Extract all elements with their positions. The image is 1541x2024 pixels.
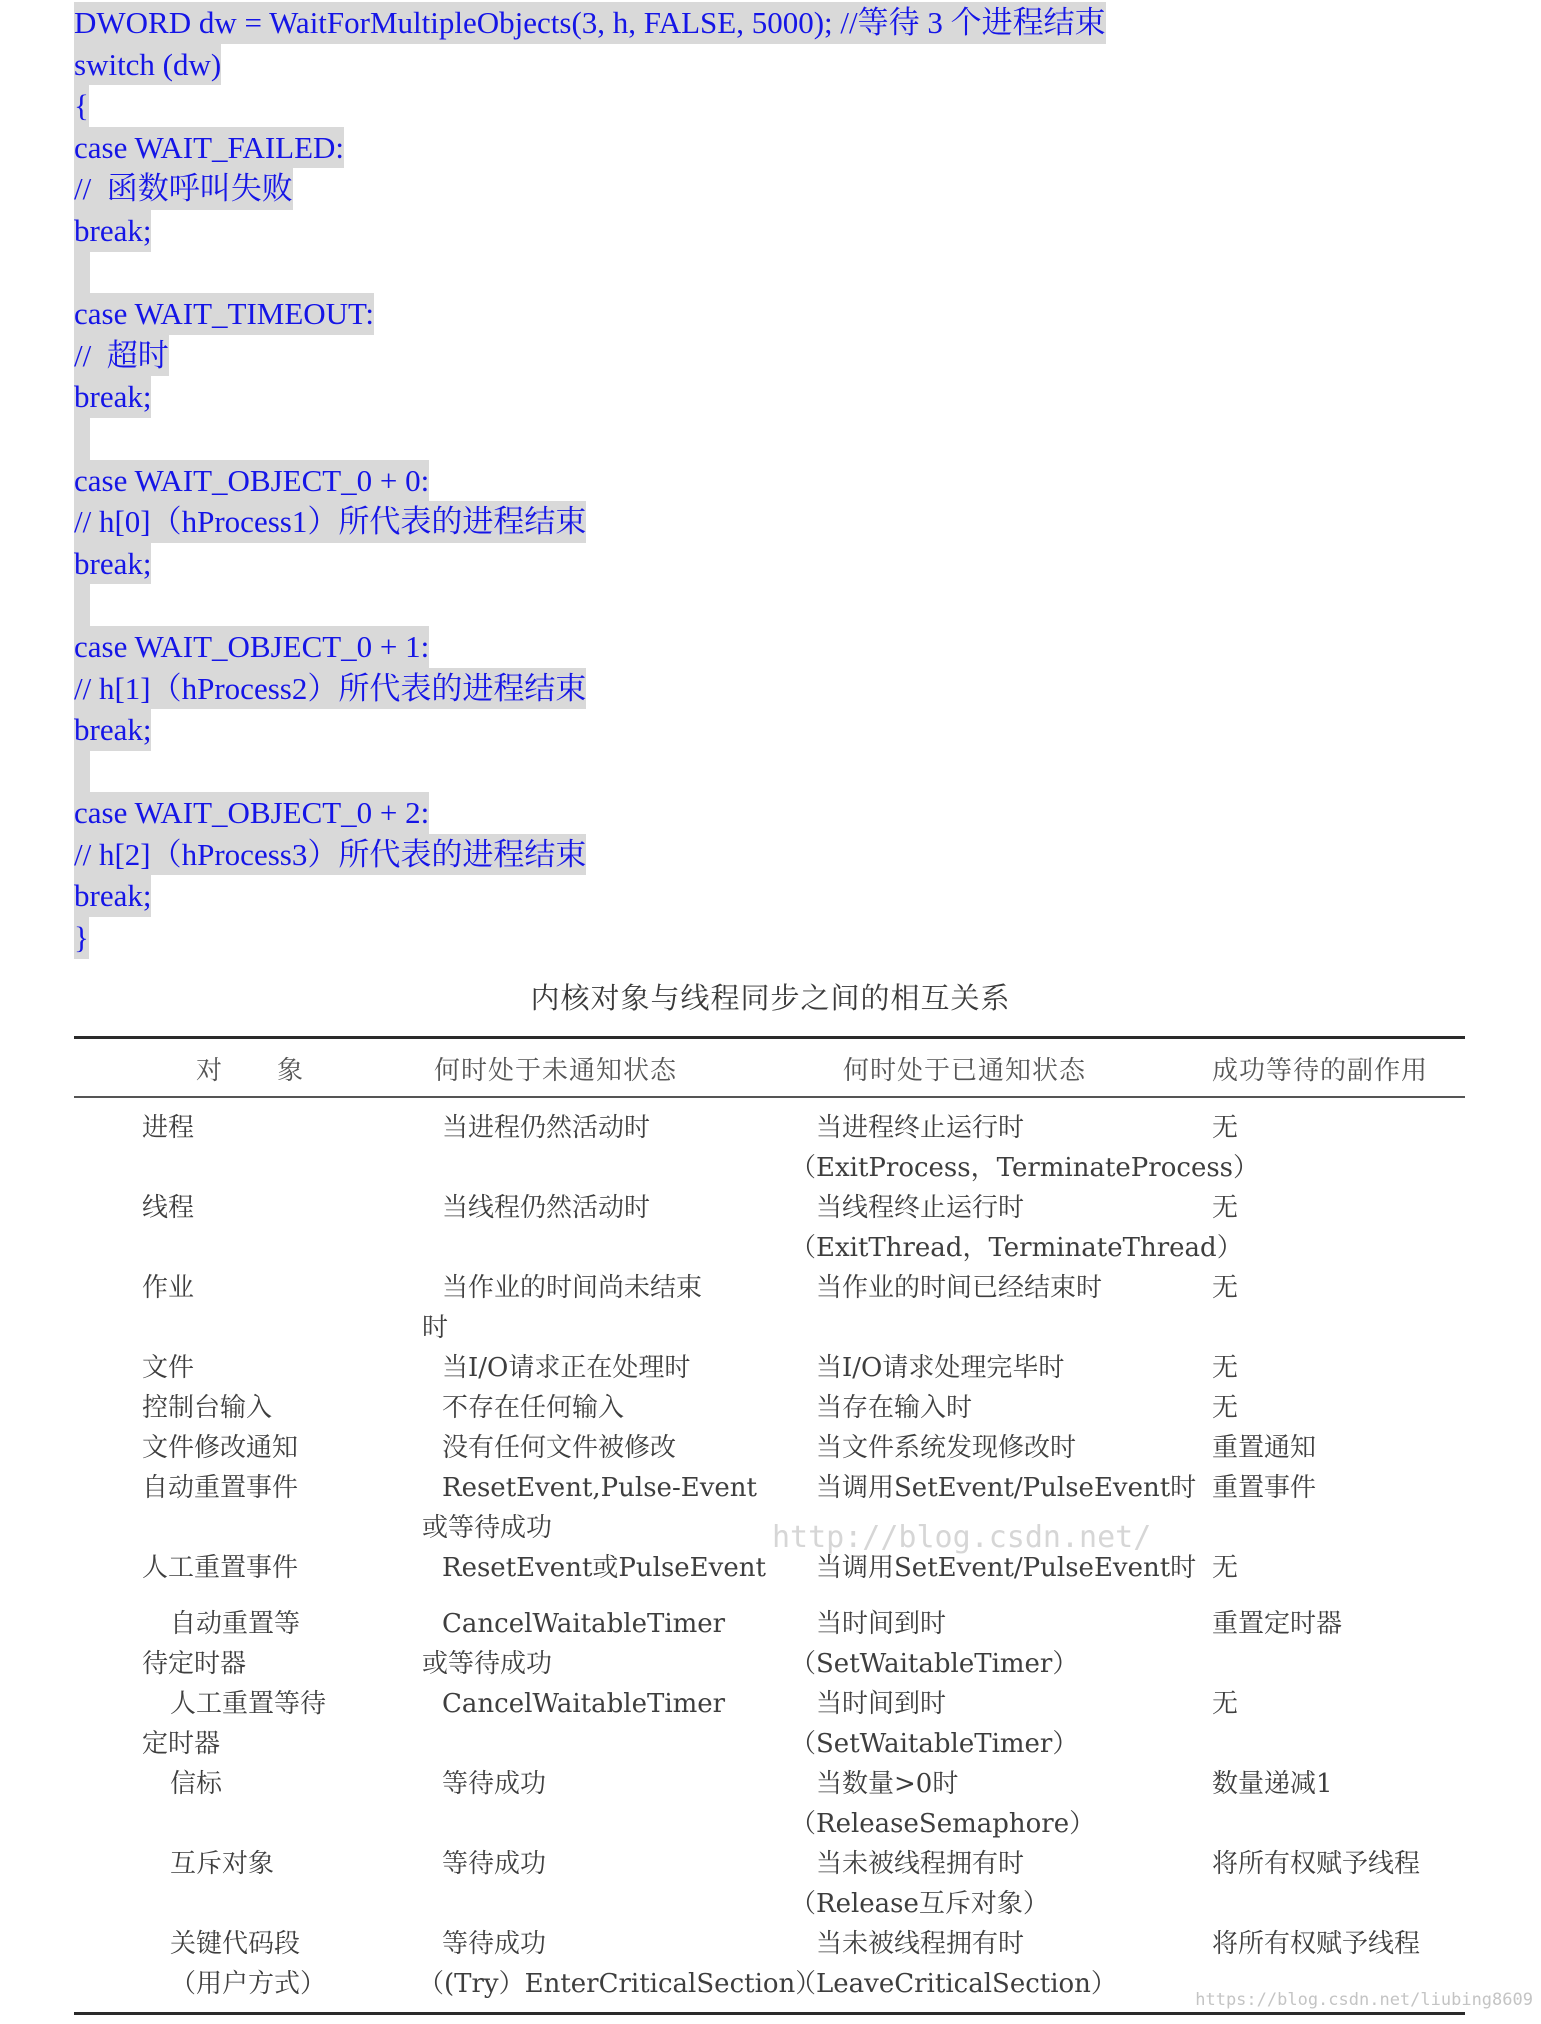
cell-side-effect: 重置通知	[1212, 1433, 1317, 1463]
code-line-text: break;	[74, 875, 151, 917]
code-line-text: break;	[74, 376, 151, 418]
code-line-blank	[74, 584, 1106, 626]
code-line-text: case WAIT_OBJECT_0 + 0:	[74, 460, 429, 502]
code-line-text: // h[0]（hProcess1）所代表的进程结束	[74, 501, 586, 543]
cell-object: 文件	[142, 1353, 195, 1383]
cell-signaled: 当进程终止运行时	[816, 1113, 1025, 1143]
cell-side-effect: 重置事件	[1212, 1473, 1317, 1503]
cell-signaled: 当存在输入时	[816, 1393, 973, 1423]
cell-signaled: 当调用SetEvent/PulseEvent时	[816, 1473, 1197, 1503]
code-line	[74, 626, 1106, 668]
cell-signaled: 当未被线程拥有时	[816, 1849, 1025, 1879]
code-line	[74, 210, 1106, 252]
corner-watermark: https://blog.csdn.net/liubing8609	[1195, 1990, 1533, 2010]
cell-unsignaled: ResetEvent或PulseEvent	[442, 1553, 766, 1583]
cell-signaled: 当文件系统发现修改时	[816, 1433, 1077, 1463]
code-line	[74, 668, 1106, 710]
cell-signaled: （SetWaitableTimer）	[790, 1729, 1079, 1759]
code-line-text: }	[74, 917, 89, 959]
code-line-text: // h[1]（hProcess2）所代表的进程结束	[74, 668, 586, 710]
cell-object: 自动重置事件	[142, 1473, 299, 1503]
cell-signaled: 当I/O请求处理完毕时	[816, 1353, 1065, 1383]
cell-signaled: （SetWaitableTimer）	[790, 1649, 1079, 1679]
code-line-text	[74, 252, 90, 294]
code-line	[74, 293, 1106, 335]
cell-object: 控制台输入	[142, 1393, 273, 1423]
cell-side-effect: 无	[1212, 1193, 1239, 1223]
cell-unsignaled: 时	[422, 1313, 449, 1343]
code-line-blank	[74, 252, 1106, 294]
code-line-blank	[74, 418, 1106, 460]
cell-side-effect: 无	[1212, 1393, 1239, 1423]
code-line-blank	[74, 751, 1106, 793]
cell-unsignaled: 没有任何文件被修改	[442, 1433, 677, 1463]
code-line-text: break;	[74, 543, 151, 585]
code-line-text: DWORD dw = WaitForMultipleObjects(3, h, FALSE, 5000); //等待 3 个进程结束	[74, 2, 1106, 44]
cell-unsignaled: 当I/O请求正在处理时	[442, 1353, 691, 1383]
code-line-text	[74, 418, 90, 460]
code-line-text: break;	[74, 210, 151, 252]
code-line	[74, 335, 1106, 377]
cell-signaled: 当未被线程拥有时	[816, 1929, 1025, 1959]
cell-signaled: 当作业的时间已经结束时	[816, 1273, 1103, 1303]
cell-unsignaled: 等待成功	[442, 1929, 547, 1959]
code-line-text: // 函数呼叫失败	[74, 168, 293, 210]
cell-unsignaled: 等待成功	[442, 1769, 547, 1799]
cell-signaled: （ExitProcess，TerminateProcess）	[790, 1153, 1260, 1183]
cell-object: 人工重置事件	[142, 1553, 299, 1583]
code-line-text: switch (dw)	[74, 44, 221, 86]
cell-unsignaled: 当作业的时间尚未结束	[442, 1273, 703, 1303]
cell-signaled: 当时间到时	[816, 1689, 947, 1719]
code-line	[74, 875, 1106, 917]
code-line	[74, 834, 1106, 876]
cell-object: 定时器	[142, 1729, 221, 1759]
cell-unsignaled: 不存在任何输入	[442, 1393, 625, 1423]
cell-object: 互斥对象	[170, 1849, 275, 1879]
cell-side-effect: 数量递减1	[1212, 1769, 1333, 1799]
cell-object: 信标	[170, 1769, 223, 1799]
code-line	[74, 543, 1106, 585]
code-line-text: case WAIT_TIMEOUT:	[74, 293, 374, 335]
cell-unsignaled: 或等待成功	[422, 1513, 553, 1543]
cell-signaled: 当时间到时	[816, 1609, 947, 1639]
cell-unsignaled: 等待成功	[442, 1849, 547, 1879]
code-line	[74, 168, 1106, 210]
cell-side-effect: 将所有权赋予线程	[1212, 1929, 1421, 1959]
cell-object: 待定时器	[142, 1649, 247, 1679]
cell-object: 文件修改通知	[142, 1433, 299, 1463]
column-header-unsignaled: 何时处于未通知状态	[434, 1056, 678, 1086]
cell-unsignaled: 或等待成功	[422, 1649, 553, 1679]
code-line	[74, 2, 1106, 44]
code-line	[74, 376, 1106, 418]
cell-signaled: （LeaveCriticalSection）	[790, 1969, 1117, 1999]
cell-side-effect: 将所有权赋予线程	[1212, 1849, 1421, 1879]
cell-object: 自动重置等	[170, 1609, 301, 1639]
cell-unsignaled: 当线程仍然活动时	[442, 1193, 651, 1223]
cell-object: 进程	[142, 1113, 195, 1143]
code-line-text: case WAIT_OBJECT_0 + 1:	[74, 626, 429, 668]
code-line	[74, 917, 1106, 959]
cell-unsignaled: （(Try）EnterCriticalSection）	[418, 1969, 822, 1999]
cell-unsignaled: CancelWaitableTimer	[442, 1689, 726, 1719]
code-line-text: // 超时	[74, 335, 169, 377]
cell-object: （用户方式）	[170, 1969, 327, 1999]
cell-signaled: 当调用SetEvent/PulseEvent时	[816, 1553, 1197, 1583]
cell-side-effect: 无	[1212, 1113, 1239, 1143]
cell-object: 线程	[142, 1193, 195, 1223]
table-bottom-rule	[74, 2012, 1465, 2015]
cell-signaled: （ReleaseSemaphore）	[790, 1809, 1096, 1839]
code-line	[74, 501, 1106, 543]
cell-side-effect: 无	[1212, 1553, 1239, 1583]
code-line-text	[74, 751, 90, 793]
code-line-text: case WAIT_OBJECT_0 + 2:	[74, 792, 429, 834]
cell-signaled: 当线程终止运行时	[816, 1193, 1025, 1223]
cell-signaled: 当数量>0时	[816, 1769, 959, 1799]
cell-unsignaled: ResetEvent,Pulse-Event	[442, 1473, 757, 1503]
code-line	[74, 85, 1106, 127]
column-header-side-effect: 成功等待的副作用	[1212, 1056, 1429, 1086]
code-line	[74, 44, 1106, 86]
cell-side-effect: 无	[1212, 1273, 1239, 1303]
code-line-text: case WAIT_FAILED:	[74, 127, 344, 169]
code-line-text: {	[74, 85, 89, 127]
cell-unsignaled: CancelWaitableTimer	[442, 1609, 726, 1639]
cell-signaled: （ExitThread，TerminateThread）	[790, 1233, 1243, 1263]
table-header-rule	[74, 1096, 1465, 1098]
cell-signaled: （Release互斥对象）	[790, 1889, 1049, 1919]
column-header-object: 对 象	[196, 1056, 305, 1086]
cell-object: 人工重置等待	[170, 1689, 327, 1719]
cell-unsignaled: 当进程仍然活动时	[442, 1113, 651, 1143]
code-line	[74, 792, 1106, 834]
cell-object: 作业	[142, 1273, 195, 1303]
code-line	[74, 460, 1106, 502]
cell-side-effect: 无	[1212, 1353, 1239, 1383]
cell-side-effect: 重置定时器	[1212, 1609, 1343, 1639]
table-top-rule	[74, 1036, 1465, 1039]
column-header-signaled: 何时处于已通知状态	[843, 1056, 1087, 1086]
code-line-text	[74, 584, 90, 626]
cell-object: 关键代码段	[170, 1929, 301, 1959]
code-line	[74, 709, 1106, 751]
code-line-text: break;	[74, 709, 151, 751]
table-caption: 内核对象与线程同步之间的相互关系	[530, 981, 1011, 1015]
code-block	[74, 2, 1106, 959]
cell-side-effect: 无	[1212, 1689, 1239, 1719]
code-line-text: // h[2]（hProcess3）所代表的进程结束	[74, 834, 586, 876]
code-line	[74, 127, 1106, 169]
watermark: http://blog.csdn.net/	[772, 1520, 1152, 1555]
